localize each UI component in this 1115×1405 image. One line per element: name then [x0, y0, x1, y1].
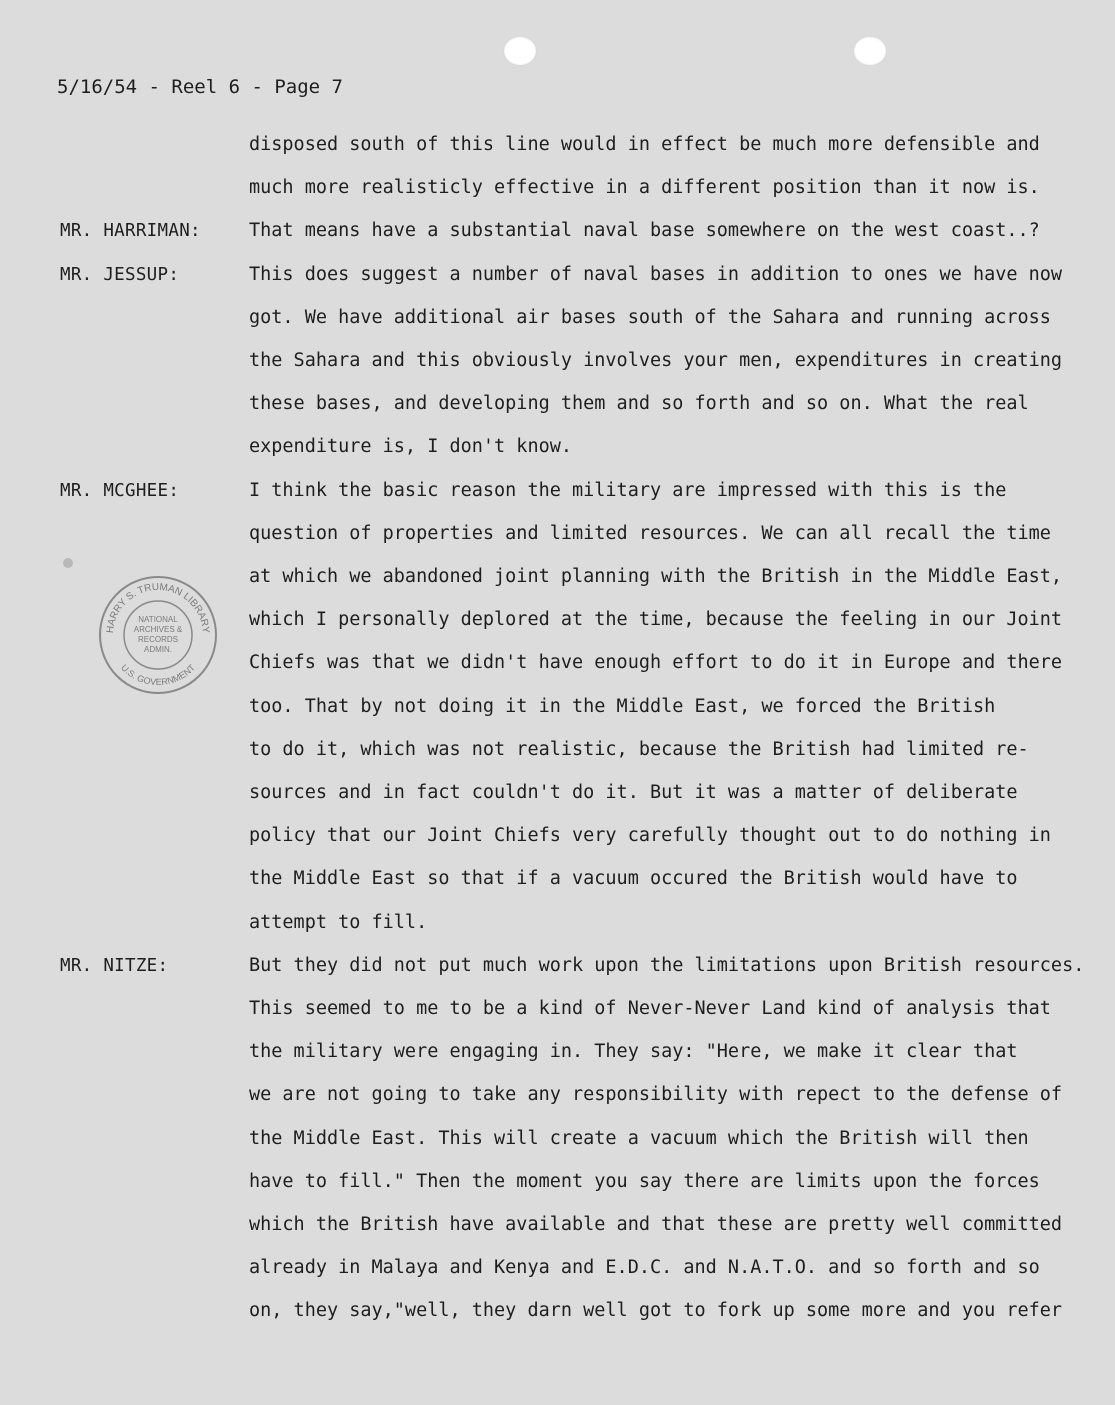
transcript-line: This does suggest a number of naval bases in addition to ones we have now: [249, 263, 1063, 285]
punch-hole-left: [503, 36, 537, 66]
transcript-line: expenditure is, I don't know.: [249, 436, 573, 458]
transcript-line: have to fill." Then the moment you say there are limits upon the forces: [249, 1170, 1040, 1192]
speaker-label: MR. HARRIMAN:: [60, 221, 201, 242]
stamp-inner-line: ADMIN.: [144, 645, 172, 654]
transcript-line: Chiefs was that we didn't have enough effort to do it in Europe and there: [249, 652, 1063, 674]
speaker-label: MR. NITZE:: [60, 955, 169, 976]
transcript-line: got. We have additional air bases south of the Sahara and running across: [249, 306, 1051, 328]
stamp-inner-line: ARCHIVES &: [133, 625, 183, 634]
transcript-line: already in Malaya and Kenya and E.D.C. and N.A.T.O. and so forth and so: [249, 1257, 1040, 1279]
stamp-inner-line: NATIONAL: [138, 615, 178, 624]
transcript-line: attempt to fill.: [249, 911, 428, 933]
transcript-line: these bases, and developing them and so forth and so on. What the real: [249, 393, 1029, 415]
transcript-line: which the British have available and that these are pretty well committed: [249, 1214, 1063, 1235]
transcript-line: which I personally deplored at the time, because the feeling in our Joint: [249, 609, 1063, 631]
transcript-line: question of properties and limited resources. We can all recall the time: [249, 522, 1051, 544]
stamp-outer-text: HARRY S. TRUMAN LIBRARY: [104, 581, 212, 634]
transcript-line: too. That by not doing it in the Middle East, we forced the British: [249, 695, 996, 717]
transcript-line: on, they say,"well, they darn well got to fork up some more and you refer: [249, 1300, 1063, 1322]
transcript-line: the military were engaging in. They say: "Here, we make it clear that: [249, 1041, 1018, 1063]
transcript-line: the Middle East so that if a vacuum occured the British would have to: [249, 868, 1018, 890]
ink-spot: [63, 558, 73, 568]
transcript-line: I think the basic reason the military are impressed with this is the: [249, 479, 1007, 501]
stamp-inner-line: RECORDS: [137, 635, 179, 644]
transcript-line: policy that our Joint Chiefs very carefully thought out to do nothing in: [249, 825, 1051, 847]
transcript-line: This seemed to me to be a kind of Never-Never Land kind of analysis that: [249, 998, 1051, 1019]
speaker-label: MR. JESSUP:: [60, 264, 180, 285]
transcript-line: we are not going to take any responsibility with repect to the defense of: [249, 1084, 1063, 1106]
transcript-line: sources and in fact couldn't do it. But it was a matter of deliberate: [249, 782, 1018, 803]
speaker-label: MR. MCGHEE:: [60, 480, 180, 501]
transcript-line: But they did not put much work upon the limitations upon British resources.: [249, 954, 1085, 976]
archive-stamp: [96, 573, 220, 697]
stamp-bottom-text: U.S. GOVERNMENT: [119, 662, 197, 688]
transcript-line: the Sahara and this obviously involves your men, expenditures in creating: [249, 350, 1063, 371]
punch-hole-right: [853, 36, 887, 66]
transcript-line: much more realisticly effective in a different position than it now is.: [249, 177, 1040, 199]
transcript-line: to do it, which was not realistic, because the British had limited re-: [249, 738, 1029, 760]
transcript-line: disposed south of this line would in effect be much more defensible and: [249, 134, 1040, 155]
transcript-line: the Middle East. This will create a vacuum which the British will then: [249, 1127, 1029, 1149]
transcript-line: at which we abandoned joint planning with the British in the Middle East,: [249, 566, 1063, 587]
page-header: 5/16/54 - Reel 6 - Page 7: [57, 76, 343, 98]
transcript-line: That means have a substantial naval base somewhere on the west coast..?: [249, 220, 1040, 242]
